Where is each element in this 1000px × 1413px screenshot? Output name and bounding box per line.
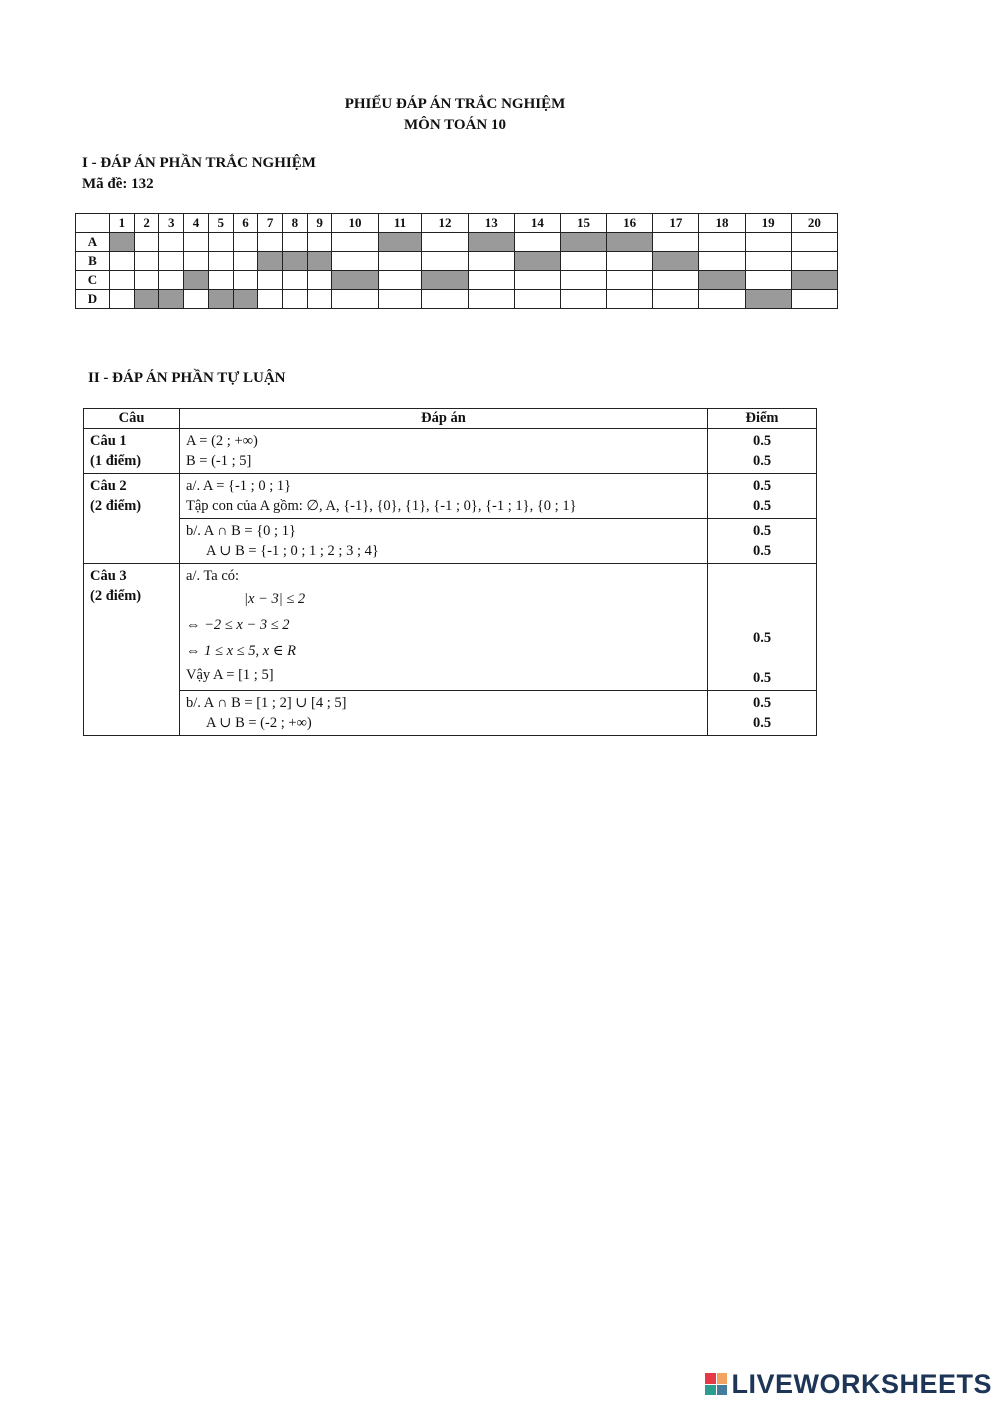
answer-cell <box>307 233 332 252</box>
answer-cell <box>791 252 837 271</box>
answer-cell <box>258 233 283 252</box>
answer-cell <box>134 252 159 271</box>
answer-cell <box>378 271 422 290</box>
header-question: Câu <box>84 409 180 429</box>
option-row-b <box>76 252 838 271</box>
answer-cell <box>422 290 468 309</box>
question-number: 17 <box>653 214 699 233</box>
answer-cell <box>699 290 745 309</box>
answer-cell-shaded <box>378 233 422 252</box>
q2b-point-2: 0.5 <box>752 543 772 559</box>
answer-cell <box>607 290 653 309</box>
question-number: 18 <box>699 214 745 233</box>
q2-label: Câu 2 <box>90 478 127 494</box>
answer-cell <box>208 233 233 252</box>
answer-cell <box>332 252 378 271</box>
logo-square <box>705 1373 716 1384</box>
answer-cell <box>159 252 184 271</box>
answer-cell-shaded <box>791 271 837 290</box>
answer-cell-shaded <box>233 290 258 309</box>
q1-label: Câu 1 <box>90 433 127 449</box>
answer-cell <box>134 233 159 252</box>
answer-cell <box>378 252 422 271</box>
q3b-row <box>84 691 817 736</box>
answer-cell <box>208 271 233 290</box>
answer-cell <box>258 290 283 309</box>
answer-cell <box>307 271 332 290</box>
answer-cell <box>134 271 159 290</box>
answer-cell-shaded <box>110 233 135 252</box>
q2-label-cell <box>84 474 180 564</box>
answer-cell <box>560 252 606 271</box>
answer-cell <box>332 233 378 252</box>
answer-cell <box>560 271 606 290</box>
title-line-2: MÔN TOÁN 10 <box>404 117 506 133</box>
question-number: 15 <box>560 214 606 233</box>
answer-cell <box>468 290 514 309</box>
option-label: C <box>76 271 110 290</box>
answer-cell <box>159 233 184 252</box>
answer-cell <box>208 252 233 271</box>
answer-cell <box>699 233 745 252</box>
answer-cell <box>791 233 837 252</box>
question-number: 20 <box>791 214 837 233</box>
q3-label: Câu 3 <box>90 568 127 584</box>
q2b-line-1: b/. A ∩ B = {0 ; 1} <box>186 523 296 539</box>
q3a-line-2: |x − 3| ≤ 2 <box>244 591 306 607</box>
question-number: 1 <box>110 214 135 233</box>
header-answer: Đáp án <box>180 409 708 429</box>
q2b-answer-cell <box>180 519 708 564</box>
answer-cell <box>699 252 745 271</box>
answer-cell <box>653 233 699 252</box>
title-line-1: PHIẾU ĐÁP ÁN TRẮC NGHIỆM <box>344 96 566 112</box>
answer-cell <box>258 271 283 290</box>
q3b-answer-cell <box>180 691 708 736</box>
question-number: 14 <box>514 214 560 233</box>
q1-line-1: A = (2 ; +∞) <box>186 433 258 449</box>
answer-cell <box>332 290 378 309</box>
q2a-answer-cell <box>180 474 708 519</box>
answer-cell <box>233 271 258 290</box>
answer-cell <box>653 271 699 290</box>
q3b-line-1: b/. A ∩ B = [1 ; 2] ∪ [4 ; 5] <box>186 695 347 711</box>
q3a-line-1: a/. Ta có: <box>186 568 240 584</box>
answer-cell <box>184 252 209 271</box>
answer-cell <box>159 271 184 290</box>
answer-cell <box>745 252 791 271</box>
option-label: D <box>76 290 110 309</box>
answer-cell <box>607 271 653 290</box>
answer-cell <box>422 233 468 252</box>
answer-cell <box>184 233 209 252</box>
answer-cell-shaded <box>134 290 159 309</box>
q1-point-1: 0.5 <box>752 433 772 449</box>
answer-cell <box>110 252 135 271</box>
q3b-point-1: 0.5 <box>752 695 772 711</box>
question-number: 19 <box>745 214 791 233</box>
answer-cell <box>110 271 135 290</box>
q1-row <box>84 429 817 474</box>
essay-answer-table <box>83 408 817 736</box>
answer-cell <box>745 233 791 252</box>
essay-header-row <box>84 409 817 429</box>
question-number: 16 <box>607 214 653 233</box>
answer-cell <box>514 271 560 290</box>
q2a-point-2: 0.5 <box>752 498 772 514</box>
answer-cell <box>745 271 791 290</box>
answer-cell <box>468 271 514 290</box>
q3a-line-3: ⇔ −2 ≤ x − 3 ≤ 2 <box>186 617 290 633</box>
liveworksheets-logo-icon <box>705 1373 727 1395</box>
answer-cell-shaded <box>258 252 283 271</box>
question-number: 8 <box>283 214 308 233</box>
answer-cell <box>468 252 514 271</box>
q1-points-cell <box>708 429 817 474</box>
answer-cell-shaded <box>307 252 332 271</box>
question-number: 7 <box>258 214 283 233</box>
answer-cell <box>233 252 258 271</box>
q3b-line-2: A ∪ B = (-2 ; +∞) <box>206 715 312 731</box>
answer-cell-shaded <box>745 290 791 309</box>
answer-cell <box>307 290 332 309</box>
question-number: 12 <box>422 214 468 233</box>
q3a-answer-cell <box>180 564 708 691</box>
part2-heading: II - ĐÁP ÁN PHẦN TỰ LUẬN <box>88 370 286 386</box>
q2a-line-2: Tập con của A gồm: ∅, A, {-1}, {0}, {1}, {-1 ; 0}, {-1 ; 1}, {0 ; 1} <box>186 498 577 514</box>
question-number: 4 <box>184 214 209 233</box>
q1-points-label: (1 điểm) <box>90 453 142 469</box>
logo-square <box>717 1373 728 1384</box>
q3a-line-5: Vậy A = [1 ; 5] <box>186 667 274 683</box>
answer-cell <box>422 252 468 271</box>
q3b-points-cell <box>708 691 817 736</box>
q1-answer-cell <box>180 429 708 474</box>
q3a-points-cell <box>708 564 817 691</box>
answer-cell-shaded <box>653 252 699 271</box>
answer-cell <box>110 290 135 309</box>
part1-heading: I - ĐÁP ÁN PHẦN TRẮC NGHIỆM <box>82 155 316 171</box>
answer-cell <box>514 233 560 252</box>
q3b-point-2: 0.5 <box>752 715 772 731</box>
answer-cell <box>791 290 837 309</box>
q2a-points-cell <box>708 474 817 519</box>
question-number: 5 <box>208 214 233 233</box>
exam-code: Mã đề: 132 <box>82 176 154 192</box>
mcq-body <box>76 233 838 309</box>
q1-line-2: B = (-1 ; 5] <box>186 453 252 469</box>
q2b-line-2: A ∪ B = {-1 ; 0 ; 1 ; 2 ; 3 ; 4} <box>206 543 379 559</box>
logo-square <box>705 1385 716 1396</box>
answer-cell-shaded <box>159 290 184 309</box>
answer-cell-shaded <box>184 271 209 290</box>
option-row-d <box>76 290 838 309</box>
question-number: 2 <box>134 214 159 233</box>
answer-cell <box>283 233 308 252</box>
liveworksheets-logo <box>705 1369 992 1399</box>
q1-label-cell <box>84 429 180 474</box>
answer-cell-shaded <box>468 233 514 252</box>
answer-cell <box>378 290 422 309</box>
q2-points-label: (2 điểm) <box>90 498 142 514</box>
question-number: 10 <box>332 214 378 233</box>
option-label: A <box>76 233 110 252</box>
answer-cell <box>283 271 308 290</box>
answer-cell <box>184 290 209 309</box>
mcq-header-row <box>76 214 838 233</box>
answer-cell <box>653 290 699 309</box>
q2b-points-cell <box>708 519 817 564</box>
mcq-answer-grid <box>75 213 838 309</box>
answer-cell <box>560 290 606 309</box>
q2b-point-1: 0.5 <box>752 523 772 539</box>
answer-cell <box>607 252 653 271</box>
answer-cell-shaded <box>283 252 308 271</box>
question-number: 11 <box>378 214 422 233</box>
q3a-point-2: 0.5 <box>752 670 772 686</box>
answer-cell-shaded <box>208 290 233 309</box>
option-row-a <box>76 233 838 252</box>
question-number: 9 <box>307 214 332 233</box>
q2a-line-1: a/. A = {-1 ; 0 ; 1} <box>186 478 292 494</box>
answer-cell-shaded <box>560 233 606 252</box>
answer-cell <box>233 233 258 252</box>
answer-cell-shaded <box>332 271 378 290</box>
answer-cell-shaded <box>699 271 745 290</box>
q3-points-label: (2 điểm) <box>90 588 142 604</box>
q2a-row <box>84 474 817 519</box>
q3a-row <box>84 564 817 691</box>
question-number: 6 <box>233 214 258 233</box>
q3a-point-1: 0.5 <box>752 630 772 646</box>
q3a-line-4: ⇔ 1 ≤ x ≤ 5, x ∈ R <box>186 643 297 659</box>
q3-label-cell <box>84 564 180 736</box>
answer-cell-shaded <box>607 233 653 252</box>
answer-cell <box>514 290 560 309</box>
question-number: 13 <box>468 214 514 233</box>
liveworksheets-logo-text: LIVEWORKSHEETS <box>731 1368 992 1399</box>
question-number: 3 <box>159 214 184 233</box>
answer-cell <box>283 290 308 309</box>
q2b-row <box>84 519 817 564</box>
answer-cell-shaded <box>422 271 468 290</box>
option-row-c <box>76 271 838 290</box>
q1-point-2: 0.5 <box>752 453 772 469</box>
answer-cell-shaded <box>514 252 560 271</box>
header-points: Điểm <box>708 409 817 429</box>
logo-square <box>717 1385 728 1396</box>
mcq-corner-cell <box>76 214 110 233</box>
option-label: B <box>76 252 110 271</box>
q2a-point-1: 0.5 <box>752 478 772 494</box>
